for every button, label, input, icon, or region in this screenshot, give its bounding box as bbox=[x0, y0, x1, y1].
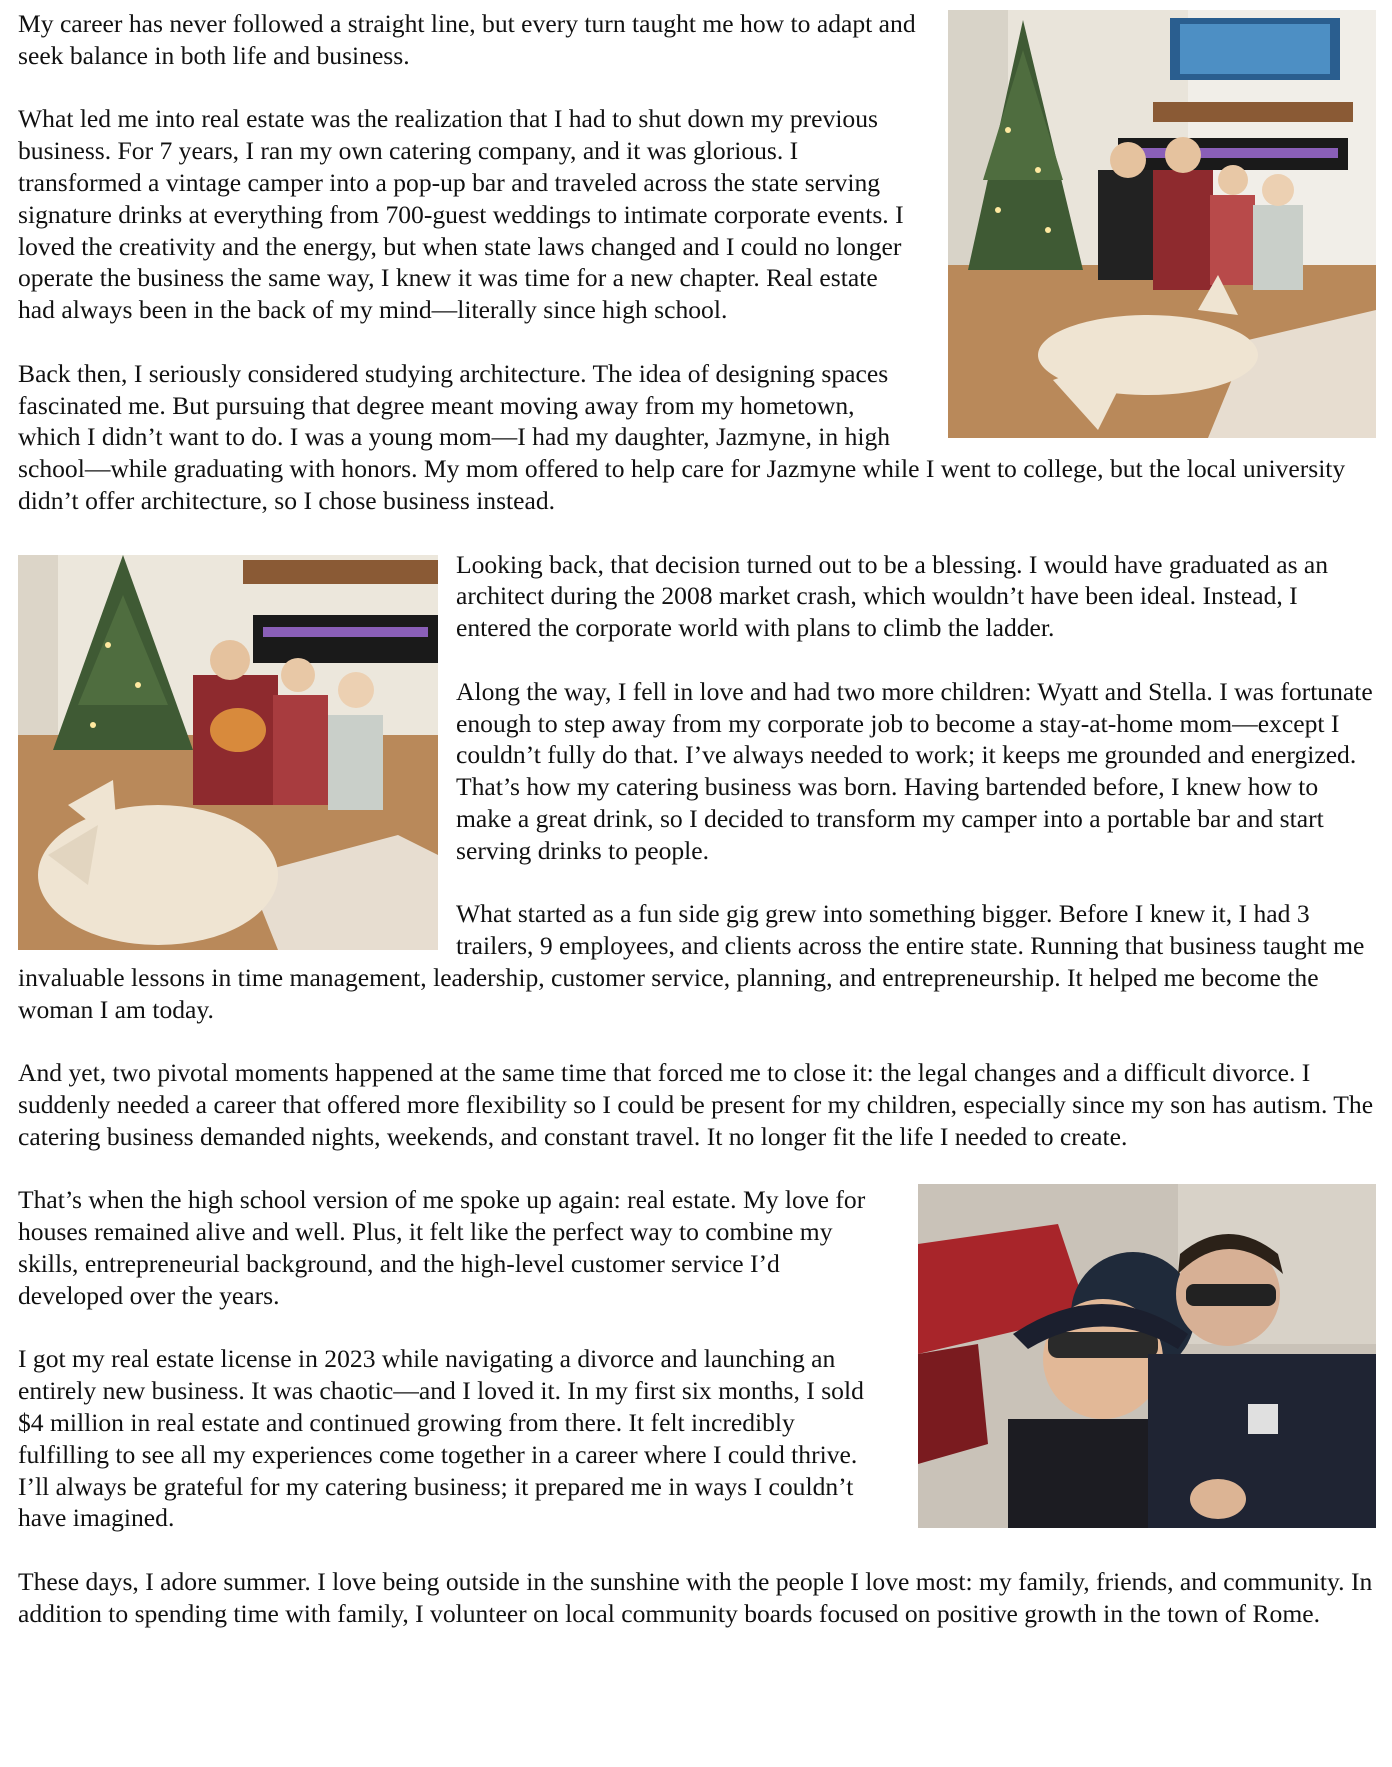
paragraph-1: My career has never followed a straight line, but every turn taught me how to adapt and seek balance in both life and business. bbox=[18, 9, 916, 70]
paragraph-6: What started as a fun side gig grew into something bigger. Before I knew it, I had 3 trailers, 9 employees, and clients across the entire state. Running that business taught me invaluable lessons in time management, leadership, customer service, planning, and entrepreneurship. It helped me become the woman I am today. bbox=[18, 899, 1365, 1024]
couple-convertible-photo bbox=[918, 1184, 1376, 1528]
paragraph-4: Looking back, that decision turned out to be a blessing. I would have graduated as an architect during the 2008 market crash, which wouldn’t have been ideal. Instead, I entered the corporate world with plans to climb the ladder. bbox=[456, 549, 1329, 643]
paragraph-7: And yet, two pivotal moments happened at the same time that forced me to close it: the legal changes and a difficult divorce. I suddenly needed a career that offered more flexibility so I could be present for my children, especially since my son has autism. The catering business demanded nights, weekends, and constant travel. It no longer fit the life I needed to create. bbox=[18, 1058, 1374, 1151]
paragraph-2: What led me into real estate was the realization that I had to shut down my previous business. For 7 years, I ran my own catering company, and it was glorious. I transformed a vintage camper into a pop-up bar and traveled across the state serving signature drinks at everything from 700-guest weddings to intimate corporate events. I loved the creativity and the energy, but when state laws changed and I could no longer operate the business the same way, I knew it was time for a new chapter. Real estate had always been in the back of my mind—literally since high school. bbox=[18, 104, 904, 325]
paragraph-3: Back then, I seriously considered studying architecture. The idea of designing spaces fascinated me. But pursuing that degree meant moving away from my hometown, which I didn’t want to do. I was a young mom—I had my daughter, Jazmyne, in high school—while graduating with honors. My mom offered to help care for Jazmyne while I went to college, but the local university didn’t offer architecture, so I chose business instead. bbox=[18, 358, 1346, 515]
paragraph-9: I got my real estate license in 2023 while navigating a divorce and launching an entirely new business. It was chaotic—and I loved it. In my first six months, I sold $4 million in real estate and continued growing from there. It felt incredibly fulfilling to see all my experiences come together in a career where I could thrive. I’ll always be grateful for my catering business; it prepared me in ways I couldn’t have imagined. bbox=[18, 1344, 864, 1533]
paragraph-5: Along the way, I fell in love and had two more children: Wyatt and Stella. I was fortunate enough to step away from my corporate job to become a stay-at-home mom—except I couldn’t fully do that. I’ve always needed to work; it keeps me grounded and energized. That’s how my catering business was born. Having bartended before, I knew how to make a great drink, so I decided to transform my camper into a portable bar and start serving drinks to people. bbox=[456, 676, 1373, 865]
paragraph-8: That’s when the high school version of me spoke up again: real estate. My love for houses remained alive and well. Plus, it felt like the perfect way to combine my skills, entrepreneurial background, and the high-level customer service I’d developed over the years. bbox=[18, 1185, 866, 1310]
paragraph-10: These days, I adore summer. I love being outside in the sunshine with the people I love most: my family, friends, and community. In addition to spending time with family, I volunteer on local community boards focused on positive growth in the town of Rome. bbox=[18, 1567, 1373, 1628]
couple-convertible-photo-art bbox=[918, 1184, 1376, 1528]
family-christmas-photo-art bbox=[948, 10, 1376, 438]
family-christmas-photo bbox=[948, 10, 1376, 438]
kids-christmas-photo-art bbox=[18, 555, 438, 950]
article-body bbox=[18, 8, 1376, 1661]
kids-christmas-photo bbox=[18, 555, 438, 950]
